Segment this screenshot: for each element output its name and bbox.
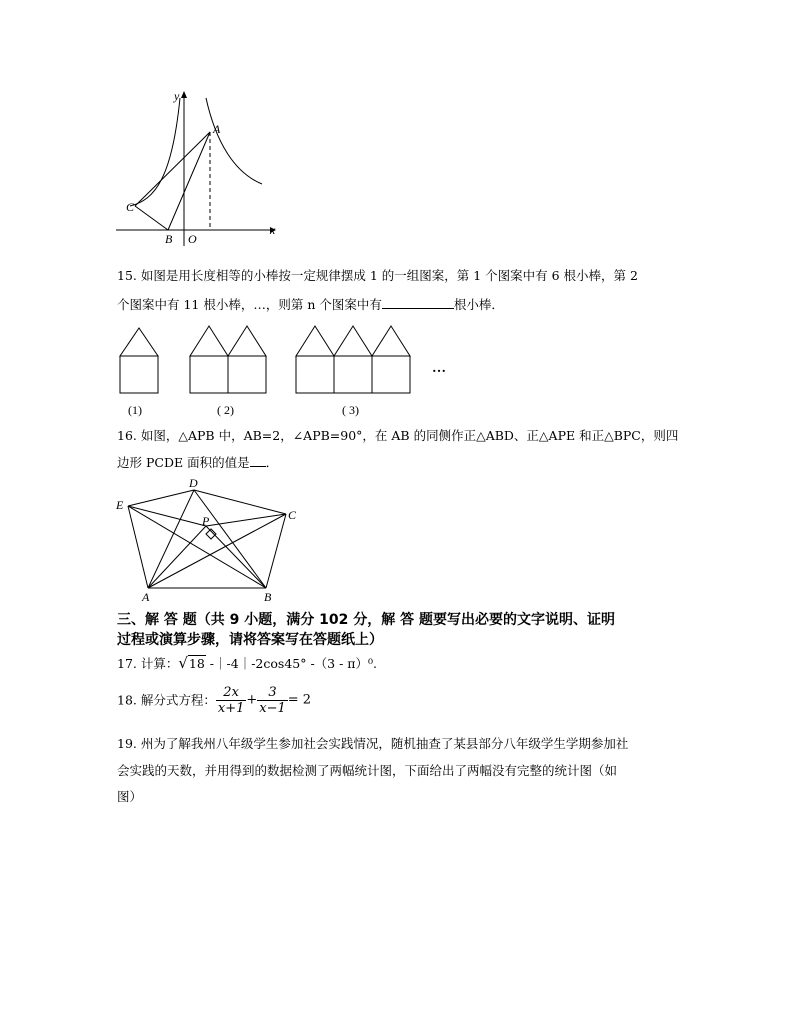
- pattern1-square: [120, 356, 158, 393]
- section3-heading-line2: 过程或演算步骤，请将答案写在答题纸上）: [117, 632, 383, 648]
- q16-line1: 16. 如图，△APB 中，AB=2，∠APB=90°，在 AB 的同侧作正△ABD、正△APE 和正△BPC，则四: [117, 428, 679, 443]
- hyperbola-left-branch: [130, 98, 180, 206]
- q19-line1: 19. 州为了解我州八年级学生参加社会实践情况，随机抽查了某县部分八年级学生学期参加社: [117, 736, 629, 751]
- q15-line1: 15. 如图是用长度相等的小棒按一定规律摆成 1 的一组图案，第 1 个图案中有 6 根小棒，第 2: [117, 268, 638, 283]
- edge-BD: [194, 490, 266, 588]
- pattern3-roof2: [334, 326, 372, 356]
- q17-radicand: 18: [188, 656, 205, 671]
- fraction-2-numerator: 3: [257, 685, 288, 701]
- pattern2-roof1: [190, 326, 228, 356]
- stick-pattern-figure: [110, 322, 460, 420]
- pattern3-square2: [334, 356, 372, 393]
- q15-line2-post: 根小棒．: [453, 297, 504, 312]
- caption-3: ( 3): [342, 403, 359, 417]
- q18: [117, 683, 311, 719]
- fraction-2-denominator: x−1: [259, 701, 286, 716]
- pattern3-square1: [296, 356, 334, 393]
- edge-ED: [128, 490, 194, 506]
- label-A: A: [213, 122, 221, 136]
- q17: [117, 654, 377, 673]
- pattern3-roof1: [296, 326, 334, 356]
- pattern3-square3: [372, 356, 410, 393]
- label-E: E: [116, 498, 124, 512]
- caption-2: ( 2): [217, 403, 234, 417]
- fraction-1-denominator: x+1: [217, 701, 245, 716]
- q16-line2-pre: 边形 PCDE 面积的值是: [117, 455, 250, 470]
- edge-EB: [128, 506, 266, 588]
- q19-line3: 图）: [117, 789, 143, 804]
- segment-BA: [168, 132, 210, 230]
- label-O: O: [188, 232, 197, 246]
- edge-EA: [128, 506, 148, 588]
- fraction-2: [257, 685, 288, 716]
- y-label: y: [174, 89, 180, 103]
- pattern1-roof: [120, 328, 158, 356]
- caption-1: (1): [128, 403, 142, 417]
- fraction-1: [216, 685, 247, 716]
- fraction-1-numerator: 2x: [216, 685, 247, 701]
- q15-answer-blank: [382, 296, 454, 309]
- pattern2-roof2: [228, 326, 266, 356]
- q16-answer-blank: [250, 454, 266, 467]
- label-B: B: [165, 232, 173, 246]
- pattern3-roof3: [372, 326, 410, 356]
- label-C: C: [126, 200, 135, 214]
- label-D: D: [189, 476, 198, 490]
- ellipsis: …: [432, 361, 446, 376]
- y-axis-arrow: [181, 91, 187, 98]
- label-P: P: [202, 514, 210, 528]
- q18-rhs: = 2: [287, 692, 312, 708]
- label-C: C: [288, 508, 297, 522]
- edge-AC: [148, 514, 286, 588]
- edge-DC: [194, 490, 286, 514]
- plus-sign: +: [246, 692, 258, 708]
- q15-line2: [117, 296, 504, 313]
- q16-line2: [117, 454, 278, 471]
- section3-heading-line1: 三、解 答 题（共 9 小题，满分 102 分，解 答 题要写出必要的文字说明、证明: [117, 612, 615, 628]
- hyperbola-figure: [110, 88, 280, 248]
- hyperbola-right-branch: [206, 98, 262, 184]
- q15-line2-pre: 个图案中有 11 根小棒，…，则第 n 个图案中有: [117, 297, 382, 312]
- pattern2-square1: [190, 356, 228, 393]
- q19-line2: 会实践的天数，并用得到的数据检测了两幅统计图，下面给出了两幅没有完整的统计图（如: [117, 763, 618, 778]
- q17-prefix: 17. 计算：: [117, 656, 179, 671]
- label-B: B: [264, 590, 272, 604]
- label-A: A: [142, 590, 150, 604]
- edge-AD: [148, 490, 194, 588]
- q18-prefix: 18. 解分式方程：: [117, 692, 216, 708]
- x-label: x: [270, 223, 276, 237]
- edge-CB: [266, 514, 286, 588]
- q16-line2-post: ．: [265, 455, 279, 470]
- pattern2-square2: [228, 356, 266, 393]
- edge-PE: [128, 506, 206, 526]
- pentagon-figure: [110, 474, 310, 604]
- segment-CB: [135, 206, 168, 230]
- segment-CA: [135, 132, 210, 206]
- q17-rest: -｜-4｜-2cos45° -（3 - π）⁰.: [205, 656, 377, 671]
- sqrt-sign: √: [178, 654, 188, 672]
